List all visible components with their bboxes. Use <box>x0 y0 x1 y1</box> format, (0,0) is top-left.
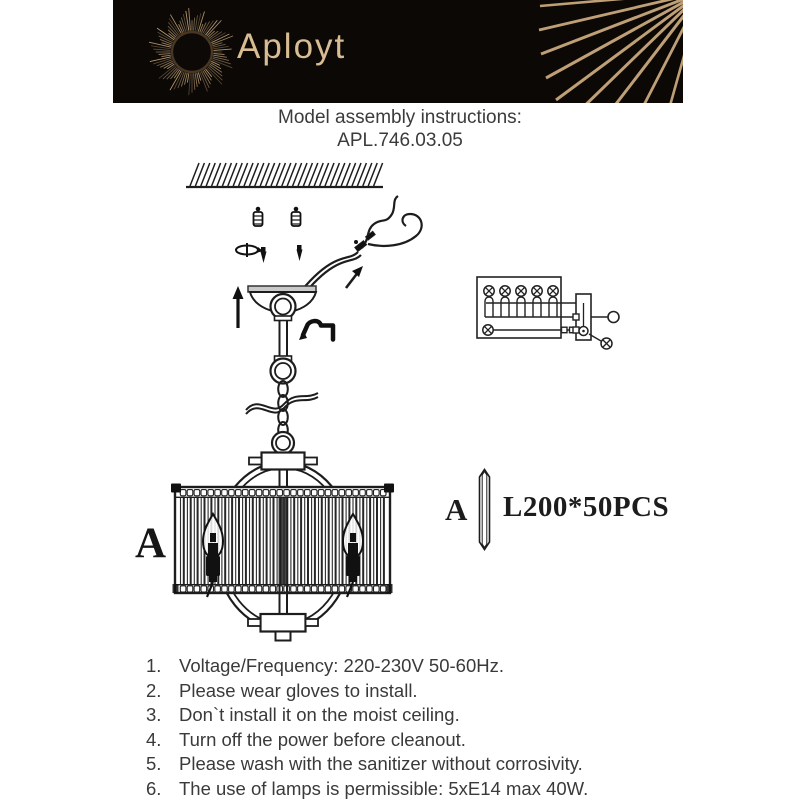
crystal-rod-icon <box>480 470 490 550</box>
detail-spec-text: L200*50PCS <box>503 491 670 523</box>
item-number: 3. <box>146 704 162 726</box>
instruction-item <box>146 703 706 728</box>
item-text: Please wash with the sanitizer without corrosivity. <box>179 753 583 775</box>
instruction-item <box>146 728 706 753</box>
instruction-item <box>146 752 706 777</box>
part-label-a: A <box>135 520 167 567</box>
wall-anchor-icon <box>292 207 301 226</box>
screw-icon <box>261 247 267 263</box>
instruction-item <box>146 679 706 704</box>
item-text: Turn off the power before cleanout. <box>179 728 466 750</box>
item-number: 2. <box>146 679 162 701</box>
power-wires <box>302 196 422 293</box>
detail-label-a: A <box>445 492 468 527</box>
wall-anchor-icon <box>254 207 263 226</box>
chandelier-body <box>171 453 394 641</box>
brand-logo-text: Aployt <box>237 27 347 66</box>
item-text: Voltage/Frequency: 220-230V 50-60Hz. <box>179 655 504 676</box>
item-number: 5. <box>146 753 162 775</box>
canopy <box>248 286 316 319</box>
model-number: APL.746.03.05 <box>337 130 463 151</box>
item-number: 4. <box>146 728 162 750</box>
item-number: 6. <box>146 777 162 799</box>
wiring-diagram <box>477 277 619 349</box>
rotate-screw-icon <box>236 243 263 257</box>
instruction-list <box>146 654 706 800</box>
item-text: Don`t install it on the moist ceiling. <box>179 704 460 726</box>
item-text: The use of lamps is permissible: 5xE14 max 40W. <box>179 777 589 799</box>
page-title: Model assembly instructions: <box>278 107 522 128</box>
arrow-up-icon <box>233 286 244 328</box>
screw-icon <box>297 245 303 261</box>
top-loop <box>272 432 294 454</box>
instruction-item <box>146 654 706 679</box>
hook-tool-icon <box>299 321 333 340</box>
ceiling-hatch <box>186 163 383 187</box>
item-number: 1. <box>146 655 162 676</box>
item-text: Please wear gloves to install. <box>179 679 418 701</box>
earth-terminal-icon <box>608 312 619 323</box>
instruction-item <box>146 777 706 800</box>
suspension-rod <box>275 316 292 361</box>
